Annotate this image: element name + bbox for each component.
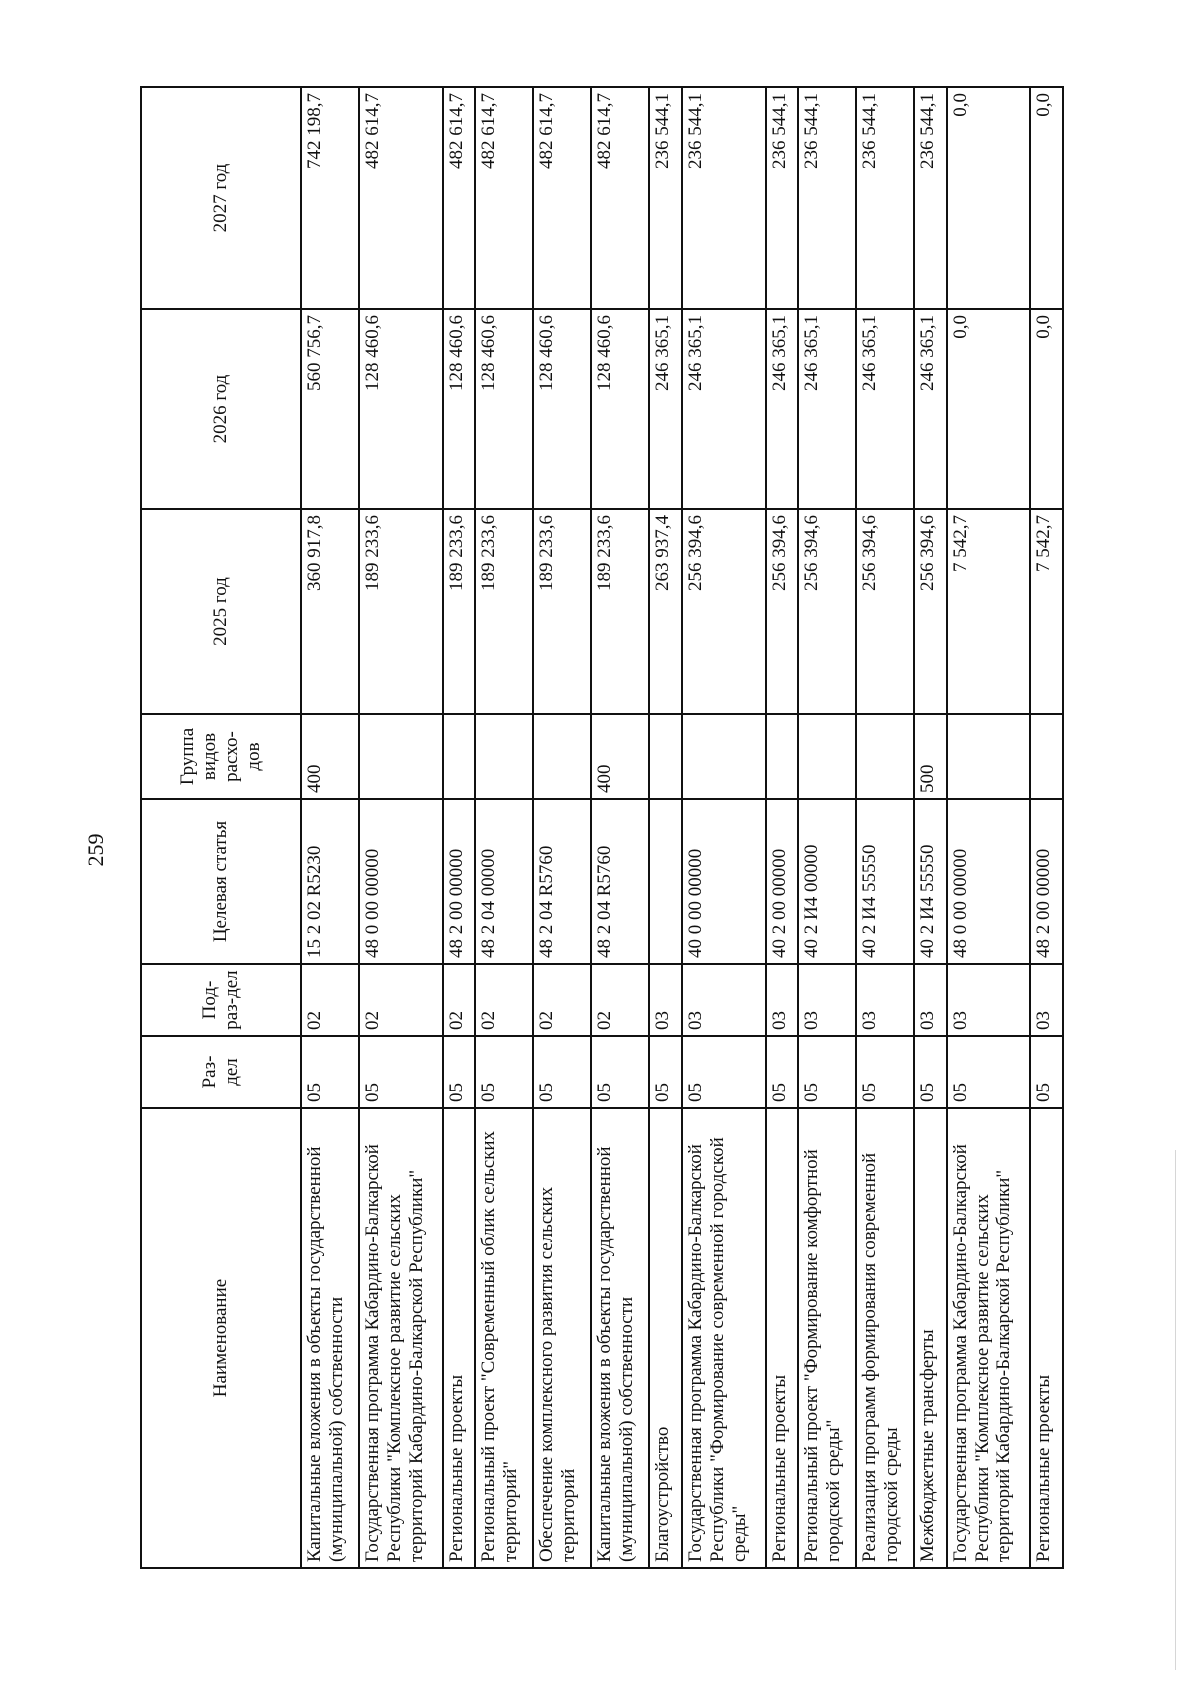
table-row [1030,87,1063,1568]
cell-2026: 0,0 [1030,309,1063,509]
cell-name: Государственная программа Кабардино-Балкарской Республики "Формирование современной городской среды" [682,1108,766,1568]
cell-2027: 236 544,1 [914,87,947,309]
cell-2026: 560 756,7 [301,309,359,509]
cell-name: Региональные проекты [443,1108,476,1568]
cell-name: Капитальные вложения в объекты государственной (муниципальной) собственности [301,1108,359,1568]
cell-expense-group [682,714,766,799]
cell-2025: 256 394,6 [856,509,914,714]
cell-2027: 482 614,7 [591,87,649,309]
cell-section: 05 [649,1036,682,1108]
cell-2026: 246 365,1 [856,309,914,509]
cell-2025: 256 394,6 [682,509,766,714]
cell-2027: 236 544,1 [766,87,799,309]
cell-target-article: 40 2 И4 55550 [914,799,947,964]
cell-subsection: 03 [798,964,856,1036]
cell-section: 05 [591,1036,649,1108]
cell-subsection: 03 [856,964,914,1036]
cell-section: 05 [359,1036,443,1108]
cell-expense-group [1030,714,1063,799]
cell-subsection: 02 [359,964,443,1036]
table-row [914,87,947,1568]
cell-2025: 189 233,6 [443,509,476,714]
cell-2026: 246 365,1 [914,309,947,509]
cell-name: Благоустройство [649,1108,682,1568]
cell-expense-group [766,714,799,799]
cell-target-article: 48 0 00 00000 [947,799,1031,964]
cell-target-article: 40 0 00 00000 [682,799,766,964]
table-row [475,87,533,1568]
table-row [533,87,591,1568]
cell-2027: 236 544,1 [649,87,682,309]
table-row [649,87,682,1568]
cell-2025: 360 917,8 [301,509,359,714]
header-2025: 2025 год [141,509,301,714]
cell-subsection: 02 [443,964,476,1036]
cell-subsection: 02 [475,964,533,1036]
cell-target-article: 48 2 04 R5760 [533,799,591,964]
cell-expense-group [798,714,856,799]
cell-2025: 189 233,6 [591,509,649,714]
cell-name: Межбюджетные трансферты [914,1108,947,1568]
cell-section: 05 [947,1036,1031,1108]
cell-target-article: 40 2 И4 00000 [798,799,856,964]
cell-expense-group: 400 [301,714,359,799]
cell-target-article [649,799,682,964]
header-name: Наименование [141,1108,301,1568]
cell-target-article: 40 2 00 00000 [766,799,799,964]
cell-2026: 128 460,6 [359,309,443,509]
table-row [591,87,649,1568]
cell-target-article: 40 2 И4 55550 [856,799,914,964]
header-expense-group: Группа видов расхо-дов [141,714,301,799]
cell-section: 05 [475,1036,533,1108]
table-row [947,87,1031,1568]
cell-name: Капитальные вложения в объекты государственной (муниципальной) собственности [591,1108,649,1568]
cell-section: 05 [301,1036,359,1108]
cell-2027: 482 614,7 [475,87,533,309]
cell-name: Государственная программа Кабардино-Балкарской Республики "Комплексное развитие сельских территорий Кабардино-Балкарской Республики" [359,1108,443,1568]
cell-2026: 128 460,6 [475,309,533,509]
cell-2025: 189 233,6 [533,509,591,714]
cell-expense-group [359,714,443,799]
cell-subsection: 03 [947,964,1031,1036]
cell-target-article: 48 2 04 00000 [475,799,533,964]
cell-name: Государственная программа Кабардино-Балкарской Республики "Комплексное развитие сельских территорий Кабардино-Балкарской Республики" [947,1108,1031,1568]
cell-2026: 128 460,6 [443,309,476,509]
cell-name: Региональный проект "Современный облик сельских территорий" [475,1108,533,1568]
table-row [359,87,443,1568]
cell-expense-group [856,714,914,799]
cell-2025: 256 394,6 [798,509,856,714]
table-row [682,87,766,1568]
cell-name: Региональные проекты [766,1108,799,1568]
cell-expense-group: 500 [914,714,947,799]
cell-section: 05 [914,1036,947,1108]
cell-name: Региональные проекты [1030,1108,1063,1568]
cell-subsection: 02 [533,964,591,1036]
cell-2025: 7 542,7 [1030,509,1063,714]
cell-target-article: 48 2 00 00000 [1030,799,1063,964]
cell-2025: 256 394,6 [766,509,799,714]
table-row [856,87,914,1568]
header-row [141,87,301,1568]
cell-2026: 128 460,6 [591,309,649,509]
cell-section: 05 [766,1036,799,1108]
cell-target-article: 48 0 00 00000 [359,799,443,964]
cell-expense-group: 400 [591,714,649,799]
table-row [443,87,476,1568]
cell-section: 05 [443,1036,476,1108]
cell-section: 05 [533,1036,591,1108]
cell-2027: 0,0 [947,87,1031,309]
header-target-article: Целевая статья [141,799,301,964]
cell-2025: 263 937,4 [649,509,682,714]
rotated-table-container [140,88,1064,1569]
header-subsection: Под-раз-дел [141,964,301,1036]
cell-2026: 0,0 [947,309,1031,509]
cell-target-article: 48 2 00 00000 [443,799,476,964]
cell-section: 05 [682,1036,766,1108]
cell-2025: 189 233,6 [475,509,533,714]
cell-2027: 236 544,1 [856,87,914,309]
cell-2026: 246 365,1 [798,309,856,509]
cell-2027: 0,0 [1030,87,1063,309]
cell-expense-group [533,714,591,799]
cell-expense-group [443,714,476,799]
cell-2027: 482 614,7 [359,87,443,309]
cell-2027: 482 614,7 [533,87,591,309]
cell-2027: 742 198,7 [301,87,359,309]
header-section: Раз-дел [141,1036,301,1108]
header-2027: 2027 год [141,87,301,309]
cell-2025: 256 394,6 [914,509,947,714]
cell-subsection: 03 [766,964,799,1036]
cell-section: 05 [1030,1036,1063,1108]
cell-section: 05 [856,1036,914,1108]
cell-subsection: 03 [649,964,682,1036]
cell-2027: 236 544,1 [682,87,766,309]
cell-name: Реализация программ формирования современной городской среды [856,1108,914,1568]
cell-subsection: 02 [591,964,649,1036]
cell-2026: 246 365,1 [682,309,766,509]
cell-2026: 246 365,1 [766,309,799,509]
cell-2027: 482 614,7 [443,87,476,309]
table-row [766,87,799,1568]
cell-subsection: 03 [914,964,947,1036]
header-2026: 2026 год [141,309,301,509]
page-number: 259 [83,833,108,867]
cell-2025: 189 233,6 [359,509,443,714]
cell-subsection: 03 [1030,964,1063,1036]
cell-expense-group [649,714,682,799]
budget-table [140,86,1064,1569]
cell-expense-group [947,714,1031,799]
table-row [301,87,359,1568]
cell-expense-group [475,714,533,799]
cell-target-article: 48 2 04 R5760 [591,799,649,964]
cell-subsection: 02 [301,964,359,1036]
table-row [798,87,856,1568]
cell-name: Обеспечение комплексного развития сельских территорий [533,1108,591,1568]
cell-2026: 128 460,6 [533,309,591,509]
cell-name: Региональный проект "Формирование комфортной городской среды" [798,1108,856,1568]
cell-2027: 236 544,1 [798,87,856,309]
cell-2026: 246 365,1 [649,309,682,509]
cell-section: 05 [798,1036,856,1108]
cell-2025: 7 542,7 [947,509,1031,714]
cell-subsection: 03 [682,964,766,1036]
scan-edge-line [1175,1150,1176,1670]
cell-target-article: 15 2 02 R5230 [301,799,359,964]
